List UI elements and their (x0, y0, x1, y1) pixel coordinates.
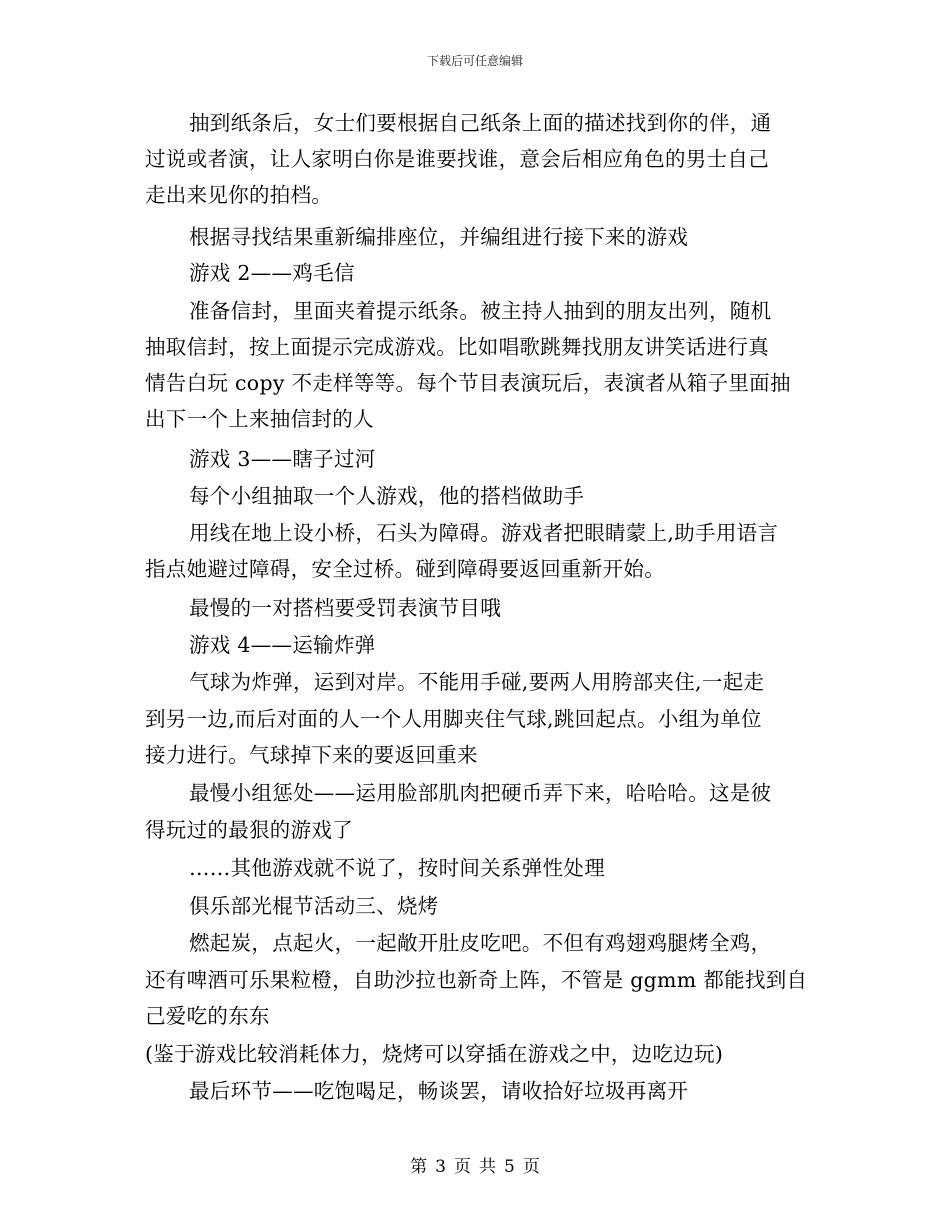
page-unit: 页 (454, 1157, 471, 1177)
section-heading: 俱乐部光棍节活动三、烧烤 (189, 894, 439, 918)
paragraph-line: 走出来见你的拍档。 (145, 183, 333, 207)
paragraph-line: 用线在地上设小桥，石头为障碍。游戏者把眼睛蒙上,助手用语言 (189, 521, 779, 545)
paragraph-line: 过说或者演，让人家明白你是谁要找谁，意会后相应角色的男士自己 (145, 147, 769, 171)
paragraph-line: 抽取信封，按上面提示完成游戏。比如唱歌跳舞找朋友讲笑话进行真 (145, 335, 769, 359)
paragraph-line: 指点她避过障碍，安全过桥。碰到障碍要返回重新开始。 (145, 557, 665, 581)
page-footer (0, 1152, 950, 1177)
total-label: 共 (479, 1157, 496, 1177)
paragraph-line: 气球为炸弹，运到对岸。不能用手碰,要两人用胯部夹住,一起走 (189, 670, 765, 694)
paragraph-line: ……其他游戏就不说了，按时间关系弹性处理 (189, 856, 605, 880)
paragraph-line: 最慢的一对搭档要受罚表演节目哦 (189, 596, 501, 620)
paragraph-line: 到另一边,而后对面的人一个人用脚夹住气球,跳回起点。小组为单位 (145, 707, 762, 731)
section-heading: 游戏 4——运输炸弹 (189, 633, 376, 657)
paragraph-line: 最慢小组惩处——运用脸部肌肉把硬币弄下来，哈哈哈。这是彼 (189, 781, 772, 805)
paragraph-line: (鉴于游戏比较消耗体力，烧烤可以穿插在游戏之中，边吃边玩) (145, 1042, 724, 1066)
paragraph-line: 得玩过的最狠的游戏了 (145, 818, 353, 842)
paragraph-line: 情告白玩 copy 不走样等等。每个节目表演玩后，表演者从箱子里面抽 (145, 371, 791, 395)
paragraph-line: 抽到纸条后，女士们要根据自己纸条上面的描述找到你的伴，通 (189, 111, 772, 135)
section-heading: 游戏 2——鸡毛信 (189, 261, 355, 285)
paragraph-line: 准备信封，里面夹着提示纸条。被主持人抽到的朋友出列，随机 (189, 299, 772, 323)
paragraph-line: 根据寻找结果重新编排座位，并编组进行接下来的游戏 (189, 225, 689, 249)
paragraph-line: 燃起炭，点起火，一起敞开肚皮吃吧。不但有鸡翅鸡腿烤全鸡， (189, 931, 772, 955)
page-label: 第 (410, 1157, 428, 1177)
total-pages: 5 (504, 1157, 515, 1177)
paragraph-line: 出下一个上来抽信封的人 (145, 407, 374, 431)
paragraph-line: 最后环节——吃饱喝足，畅谈罢，请收拾好垃圾再离开 (189, 1079, 689, 1103)
section-heading: 游戏 3——瞎子过河 (189, 447, 376, 471)
paragraph-line: 己爱吃的东东 (145, 1004, 270, 1028)
page-header: 下载后可任意编辑 (426, 54, 523, 68)
page-number: 3 (435, 1157, 446, 1177)
paragraph-line: 还有啤酒可乐果粒橙，自助沙拉也新奇上阵，不管是 ggmm 都能找到自 (145, 968, 808, 992)
paragraph-line: 接力进行。气球掉下来的要返回重来 (145, 743, 478, 767)
paragraph-line: 每个小组抽取一个人游戏，他的搭档做助手 (189, 484, 585, 508)
total-unit: 页 (522, 1157, 540, 1177)
